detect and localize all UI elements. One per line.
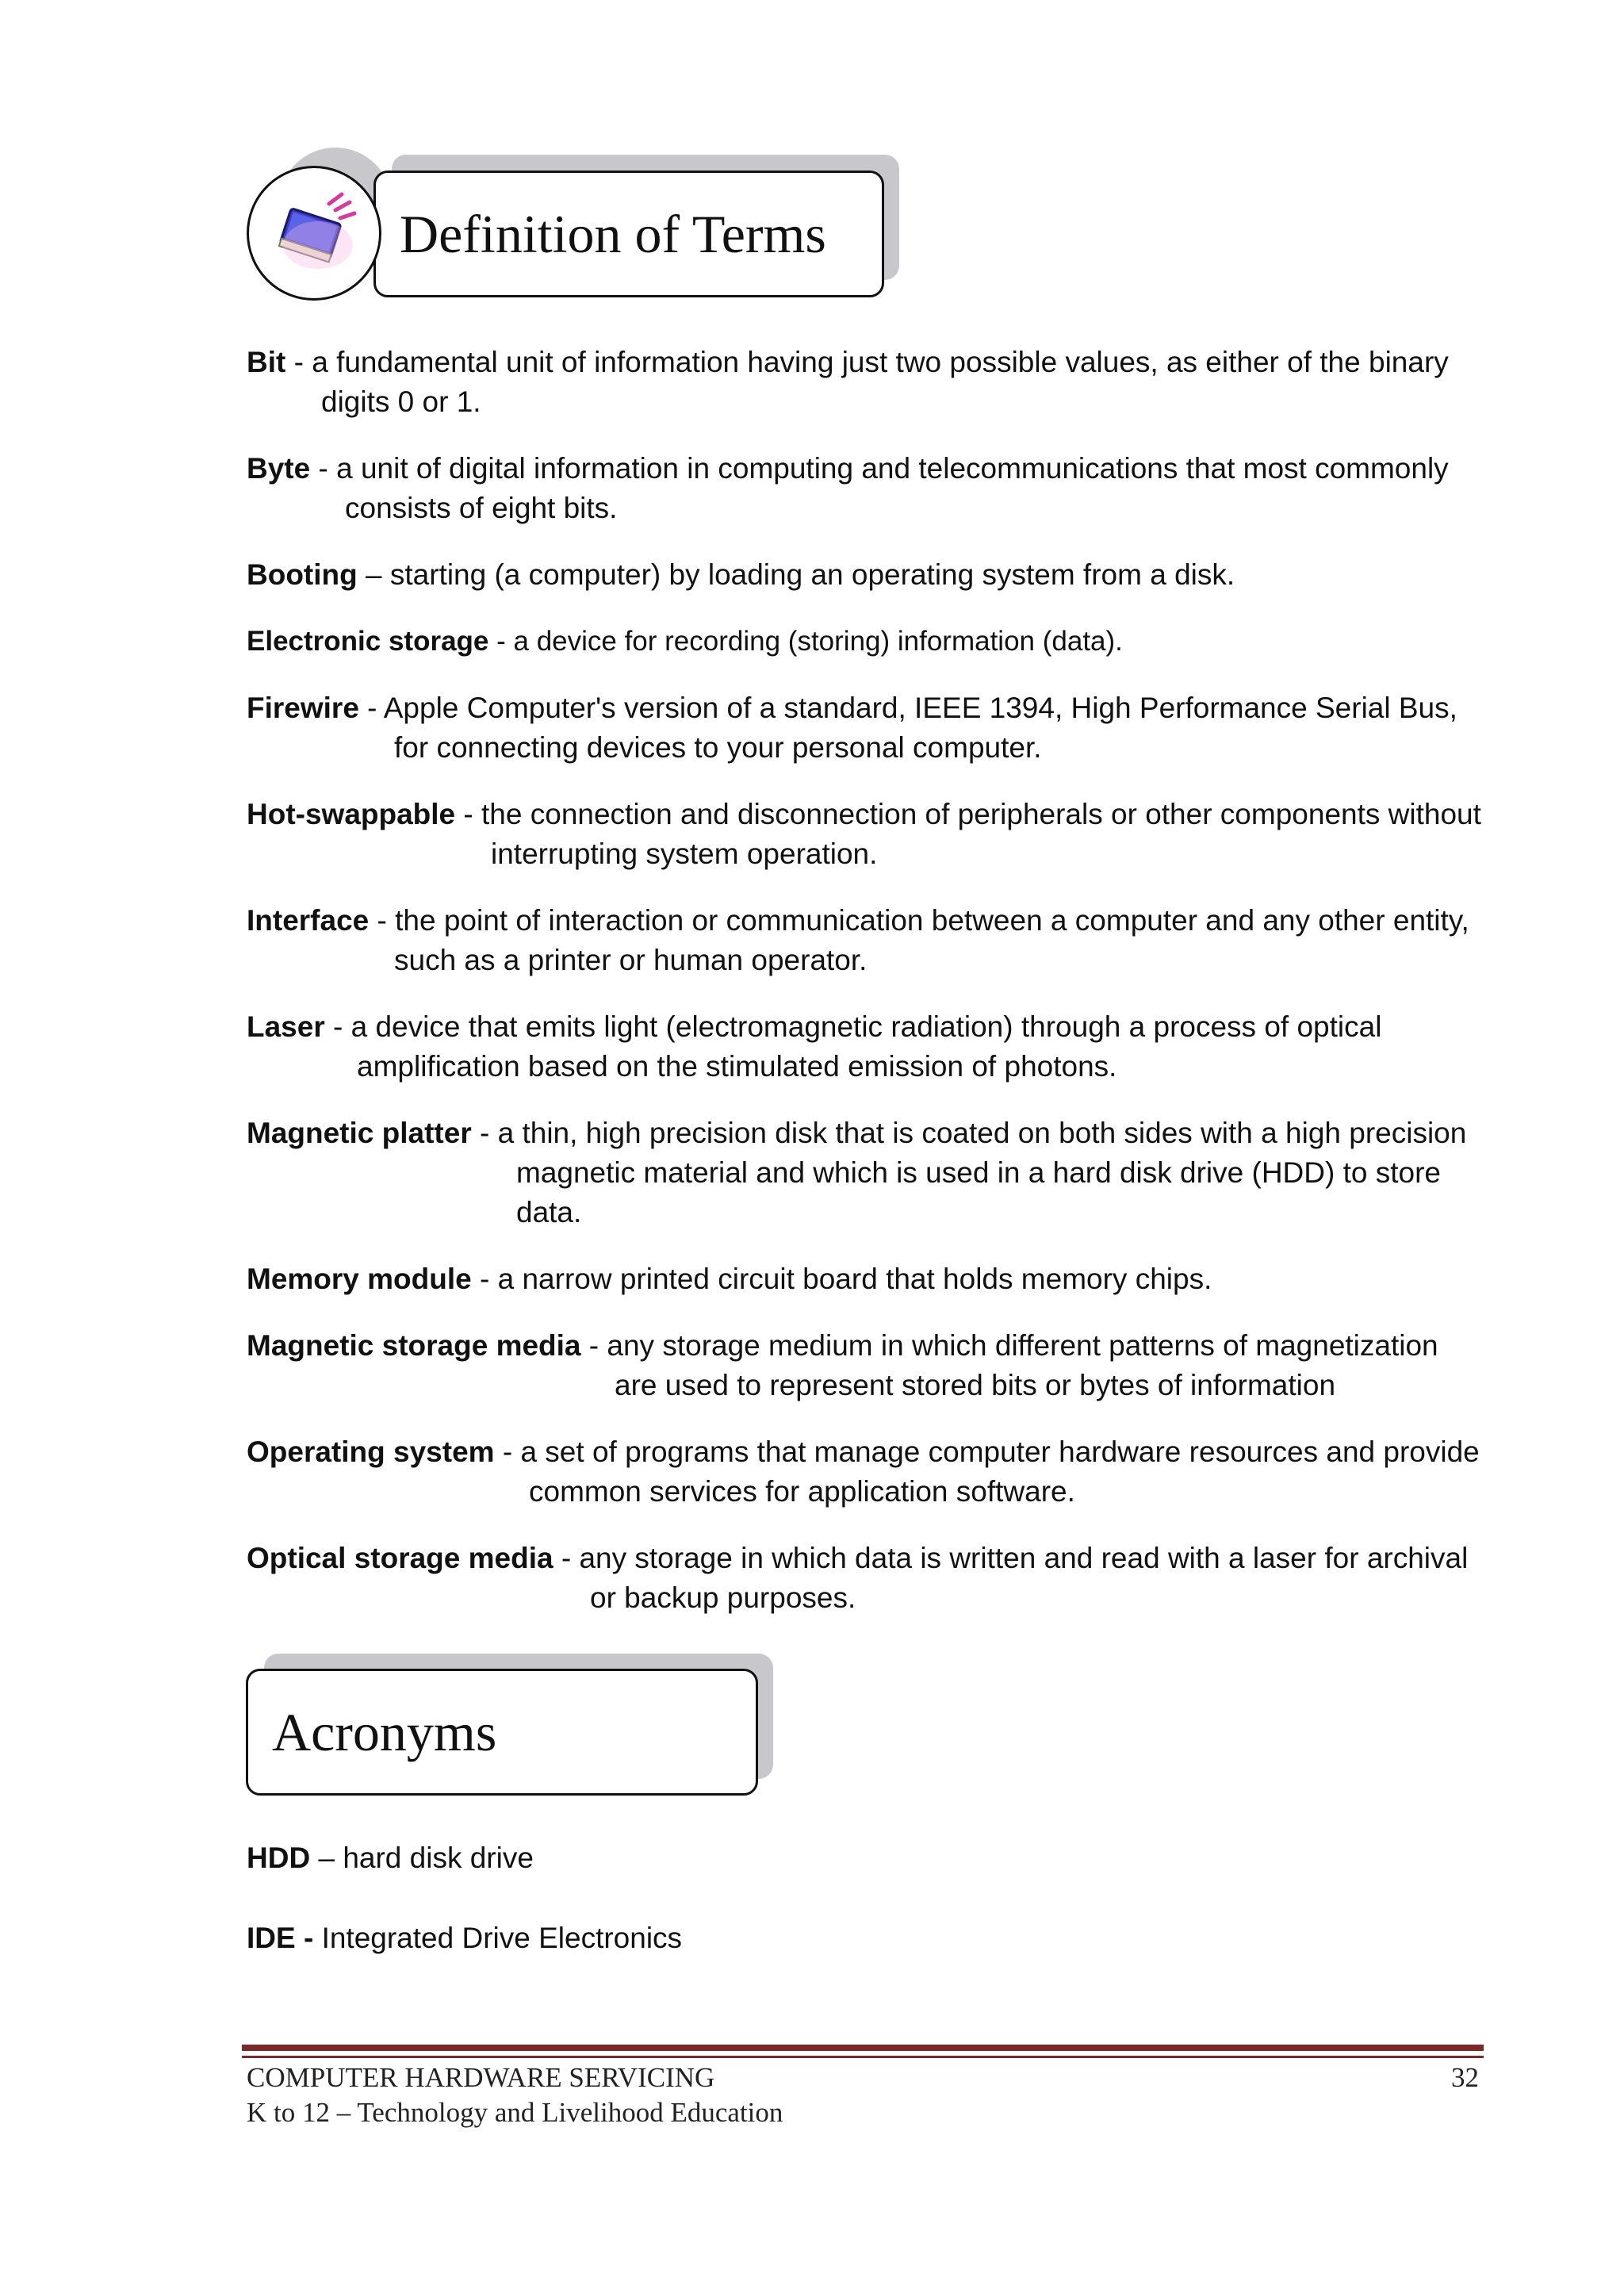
term-name: Magnetic platter bbox=[247, 1117, 472, 1149]
term-name: Memory module bbox=[247, 1263, 472, 1295]
footer-rule bbox=[242, 2045, 1484, 2051]
acronym-abbr: IDE - bbox=[247, 1922, 314, 1954]
footer-course: COMPUTER HARDWARE SERVICING bbox=[247, 2062, 715, 2093]
term-item: Laser - a device that emits light (electromagnetic radiation) through a process of optical amplification based on the stimulated emission of photons. bbox=[247, 1010, 1382, 1083]
term-definition: a device for recording (storing) information (data). bbox=[513, 626, 1123, 657]
acronym-item bbox=[247, 1918, 682, 1958]
terms-list bbox=[247, 343, 1484, 1645]
acronym-abbr: HDD bbox=[247, 1842, 311, 1874]
term-definition: starting (a computer) by loading an operating system from a disk. bbox=[389, 558, 1235, 591]
term-definition: Apple Computer's version of a standard, IEEE 1394, High Performance Serial Bus, for connecting devices to your personal computer. bbox=[383, 692, 1457, 764]
term-item: Operating system - a set of programs that manage computer hardware resources and provide common services for application software. bbox=[247, 1435, 1480, 1508]
acronyms-title: Acronyms bbox=[272, 1701, 497, 1762]
footer-rule-thin bbox=[242, 2056, 1484, 2058]
acronyms-banner bbox=[246, 1669, 758, 1796]
term-item: Memory module - a narrow printed circuit board that holds memory chips. bbox=[247, 1263, 1212, 1295]
term-item: Optical storage media - any storage in which data is written and read with a laser for archival or backup purposes. bbox=[247, 1542, 1469, 1614]
icon-circle bbox=[247, 166, 381, 301]
term-definition: any storage medium in which different patterns of magnetization are used to represent stored bits or bytes of information bbox=[607, 1329, 1438, 1401]
term-name: Byte bbox=[247, 452, 311, 485]
term-definition: the connection and disconnection of peripherals or other components without interrupting system operation. bbox=[481, 798, 1481, 870]
term-name: Booting bbox=[247, 558, 358, 591]
book-icon bbox=[270, 190, 358, 277]
term-definition: the point of interaction or communication between a computer and any other entity, such as a printer or human operator. bbox=[394, 904, 1469, 976]
page-number: 32 bbox=[1451, 2062, 1479, 2093]
term-item: Firewire - Apple Computer's version of a standard, IEEE 1394, High Performance Serial Bus, for connecting devices to your personal computer. bbox=[247, 692, 1457, 764]
term-name: Bit bbox=[247, 346, 286, 378]
footer-program: K to 12 – Technology and Livelihood Education bbox=[247, 2097, 783, 2128]
term-name: Firewire bbox=[247, 692, 359, 724]
term-definition: a fundamental unit of information having just two possible values, as either of the binary digits 0 or 1. bbox=[312, 346, 1449, 418]
acronym-item: HDD – hard disk drive bbox=[247, 1842, 534, 1874]
term-definition: a thin, high precision disk that is coated on both sides with a high precision magnetic material and which is used in a hard disk drive (HDD) to store data. bbox=[497, 1117, 1467, 1228]
term-name: Optical storage media bbox=[247, 1542, 553, 1574]
term-definition: a narrow printed circuit board that holds memory chips. bbox=[497, 1263, 1212, 1295]
term-definition: a device that emits light (electromagnetic radiation) through a process of optical amplification based on the stimulated emission of photons. bbox=[350, 1010, 1382, 1083]
term-name: Electronic storage bbox=[247, 626, 489, 657]
term-definition: a set of programs that manage computer hardware resources and provide common services for application software. bbox=[520, 1435, 1480, 1508]
term-item: Hot-swappable - the connection and disconnection of peripherals or other components without interrupting system operation. bbox=[247, 798, 1481, 870]
term-name: Laser bbox=[247, 1010, 325, 1043]
term-item: Bit - a fundamental unit of information having just two possible values, as either of the binary digits 0 or 1. bbox=[247, 346, 1449, 418]
term-name: Hot-swappable bbox=[247, 798, 456, 830]
definition-banner bbox=[373, 171, 884, 297]
term-definition: any storage in which data is written and read with a laser for archival or backup purposes. bbox=[579, 1542, 1469, 1614]
term-item: Interface - the point of interaction or communication between a computer and any other entity, such as a printer or human operator. bbox=[247, 904, 1469, 976]
term-item: Byte - a unit of digital information in computing and telecommunications that most commonly consists of eight bits. bbox=[247, 452, 1449, 524]
term-item: Booting – starting (a computer) by loading an operating system from a disk. bbox=[247, 558, 1235, 591]
acronym-expansion: Integrated Drive Electronics bbox=[321, 1922, 683, 1954]
term-name: Magnetic storage media bbox=[247, 1329, 581, 1362]
definition-title: Definition of Terms bbox=[400, 203, 826, 264]
term-name: Interface bbox=[247, 904, 370, 937]
acronym-expansion: hard disk drive bbox=[343, 1842, 534, 1874]
term-name: Operating system bbox=[247, 1435, 495, 1468]
term-item: Magnetic storage media - any storage medium in which different patterns of magnetization are used to represent stored bits or bytes of information bbox=[247, 1329, 1438, 1401]
term-definition: a unit of digital information in computing and telecommunications that most commonly consists of eight bits. bbox=[336, 452, 1449, 524]
term-item: Electronic storage - a device for recording (storing) information (data). bbox=[247, 626, 1123, 657]
term-item: Magnetic platter - a thin, high precision disk that is coated on both sides with a high precision magnetic material and which is used in a hard disk drive (HDD) to store data. bbox=[247, 1117, 1467, 1228]
